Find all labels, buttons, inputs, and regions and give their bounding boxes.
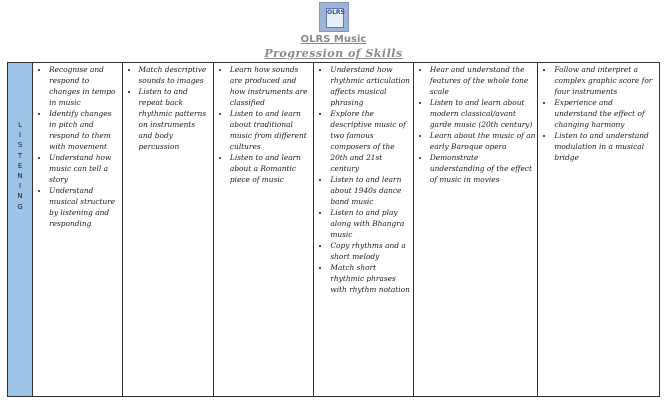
skill-item: • Learn about the music of an early Baroque opera [430, 130, 536, 152]
side-label-letter: T [17, 151, 23, 160]
skill-item: • Match short rhythmic phrases with rhythm notation [330, 262, 410, 295]
skill-item: • Explore the descriptive music of two famous composers of the 20th and 21st century [330, 108, 410, 174]
skill-item: • Listen to and repeat back rhythmic patterns on instruments and body percussion [139, 86, 211, 152]
side-label-letter: E [17, 161, 23, 170]
year-column-3 [213, 63, 313, 397]
side-label-letter: L [18, 121, 22, 129]
year-column-2 [122, 63, 213, 397]
year-column-6 [538, 63, 660, 397]
skill-item: • Experience and understand the effect of changing harmony [554, 97, 657, 130]
skill-item: • Listen to and learn about a Romantic piece of music [230, 152, 311, 185]
skill-item: • Identify changes in pitch and respond to them with movement [49, 108, 119, 152]
skill-item: • Hear and understand the features of the whole tone scale [430, 64, 536, 97]
skill-item: • Understand musical structure by listening and responding [49, 185, 119, 229]
logo-shield [326, 8, 344, 28]
side-label-letter: N [17, 172, 23, 181]
skill-item: • Follow and interpret a complex graphic score for four instruments [554, 64, 657, 97]
school-logo [319, 2, 349, 32]
year-column-5 [413, 63, 538, 397]
document-subtitle: Progression of Skills [264, 47, 403, 60]
skills-list [125, 64, 211, 152]
skills-list [540, 64, 657, 163]
side-label-letter: I [19, 182, 22, 191]
skills-list [416, 64, 536, 185]
side-label-letter: I [19, 131, 22, 140]
skill-item: • Understand how rhythmic articulation affects musical phrasing [330, 64, 410, 108]
skill-item: • Copy rhythms and a short melody [330, 240, 410, 262]
skill-item: • Match descriptive sounds to images [139, 64, 211, 86]
skills-list [216, 64, 311, 185]
skill-item: • Learn how sounds are produced and how instruments are classified [230, 64, 311, 108]
skills-list [35, 64, 119, 229]
skill-item: • Listen to and play along with Bhangra music [330, 207, 410, 240]
side-label-letter: G [17, 202, 23, 211]
skills-list [316, 64, 410, 295]
skill-item: • Recognise and respond to changes in tempo in music [49, 64, 119, 108]
skill-item: • Listen to and learn about 1940s dance band music [330, 174, 410, 207]
year-column-1 [33, 63, 122, 397]
year-column-4 [314, 63, 413, 397]
skill-item: • Listen to and understand modulation in a musical bridge [554, 130, 657, 163]
document-title: OLRS Music [300, 34, 367, 45]
skill-item: • Demonstrate understanding of the effect of music in movies [430, 152, 536, 185]
side-label-letter: S [17, 141, 23, 150]
logo-text: OLRS [327, 9, 345, 16]
skills-table [7, 62, 660, 397]
skill-item: • Listen to and learn about traditional music from different cultures [230, 108, 311, 152]
side-label-cell [8, 63, 33, 397]
table-row [8, 63, 660, 397]
skill-item: • Understand how music can tell a story [49, 152, 119, 185]
side-label-letter: N [17, 192, 23, 201]
skill-item: • Listen to and learn about modern classical/avant garde music (20th century) [430, 97, 536, 130]
side-label-listening [10, 64, 30, 212]
